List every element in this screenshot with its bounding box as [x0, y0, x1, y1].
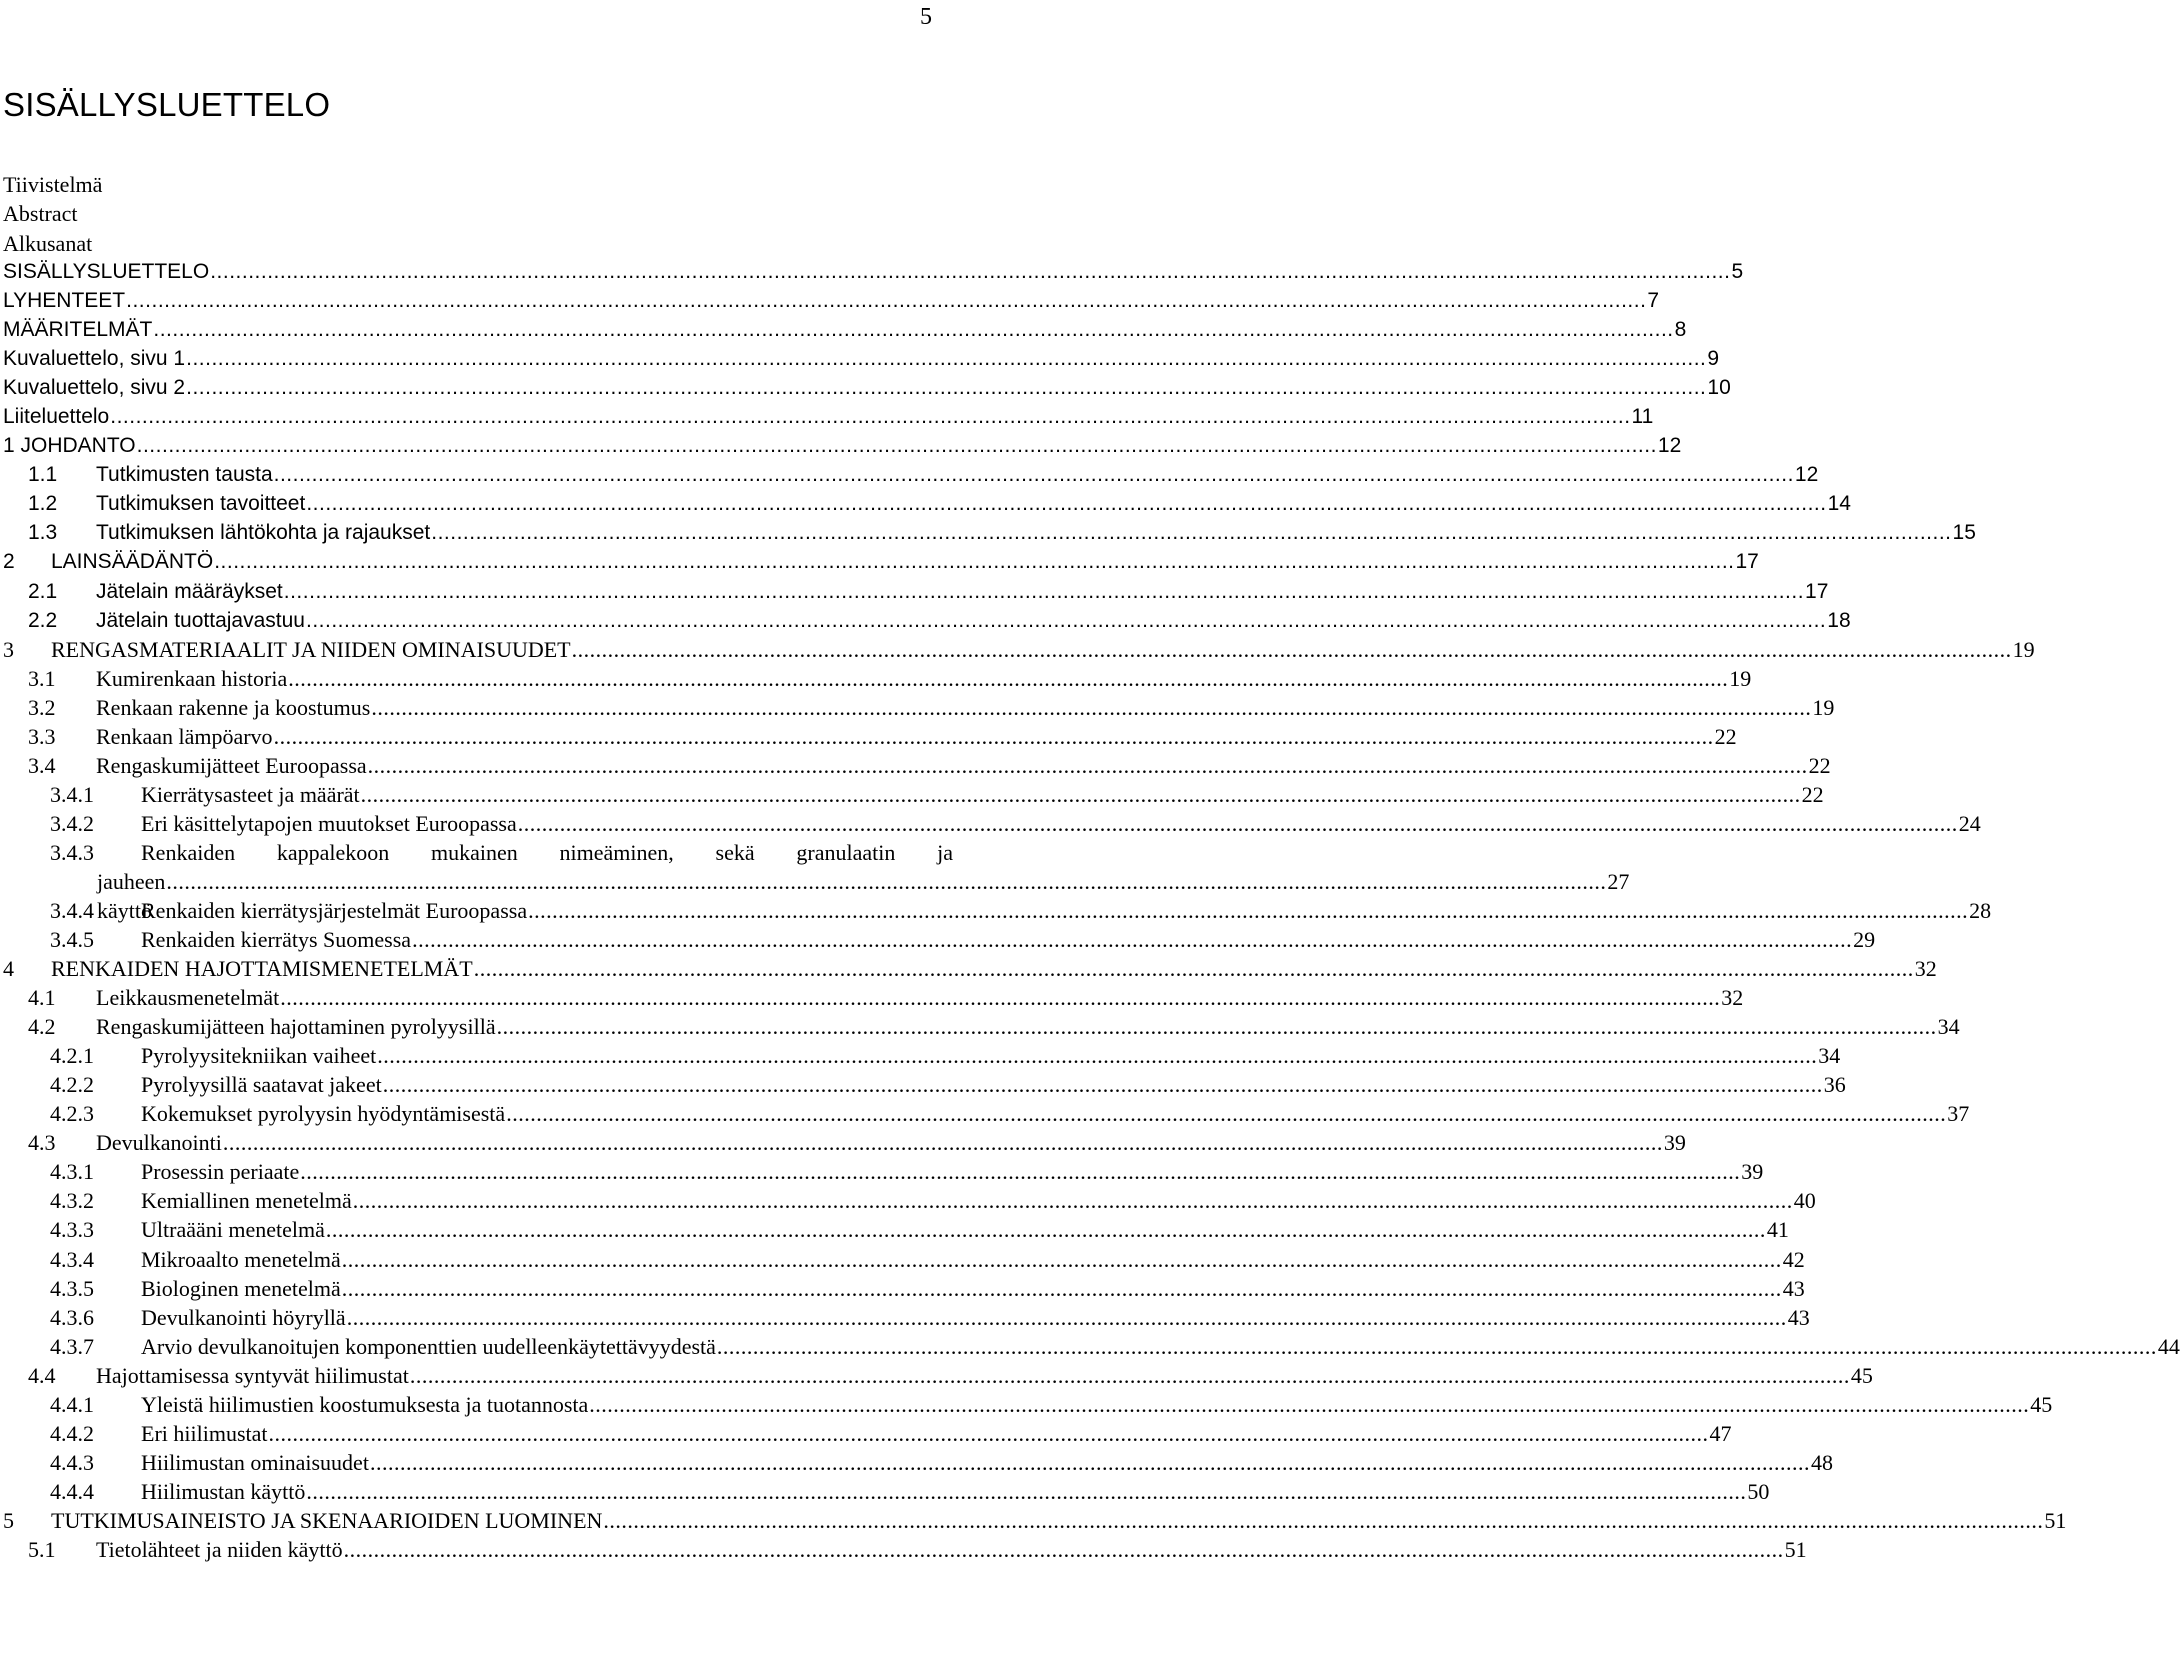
- toc-entry[interactable]: [3, 547, 1759, 576]
- toc-entry-number: 3.4.2: [50, 810, 94, 836]
- toc-entry-number: 4.4.1: [50, 1391, 94, 1417]
- toc-entry[interactable]: [3, 315, 1687, 344]
- toc-entry-title: Renkaiden kappalekoon mukainen nimeäminen, sekä granulaatin ja: [141, 839, 953, 865]
- toc-entry[interactable]: [3, 1157, 1764, 1186]
- toc-entry-page: 40: [1793, 1188, 1816, 1214]
- toc-entry-title: Yleistä hiilimustien koostumuksesta ja tuotannosta: [141, 1391, 589, 1417]
- toc-entry-number: 3: [3, 636, 14, 662]
- toc-dot-leader: [410, 1361, 1850, 1390]
- toc-entry-number: 4.2.1: [50, 1043, 94, 1069]
- toc-entry-page: 51: [2044, 1507, 2067, 1533]
- toc-entry-title: Kuvaluettelo, sivu 2: [3, 376, 186, 400]
- toc-entry-page: 10: [1707, 376, 1731, 400]
- page-number: 5: [920, 4, 932, 30]
- toc-entry-page: 9: [1707, 347, 1720, 371]
- toc-dot-leader: [347, 1303, 1787, 1332]
- toc-entry-page: 5: [1731, 260, 1744, 283]
- toc-entry-title: Kumirenkaan historia: [96, 665, 288, 691]
- toc-entry-number: 4.3.2: [50, 1188, 94, 1214]
- toc-entry[interactable]: [3, 1303, 1810, 1332]
- toc-entry-page: 15: [1952, 521, 1976, 545]
- toc-entry[interactable]: [3, 606, 1851, 635]
- toc-entry-title: RENKAIDEN HAJOTTAMISMENETELMÄT: [51, 956, 473, 982]
- toc-dot-leader: [223, 1128, 1663, 1157]
- toc-dot-leader: [274, 460, 1794, 489]
- toc-entry[interactable]: [3, 1477, 1770, 1506]
- toc-entry-number: 3.1: [28, 665, 56, 691]
- toc-dot-leader: [518, 809, 1958, 838]
- toc-entry[interactable]: [3, 1041, 1841, 1070]
- toc-dot-leader: [126, 286, 1646, 315]
- toc-dot-leader: [306, 606, 1826, 635]
- toc-entry[interactable]: [3, 402, 1654, 431]
- toc-dot-leader: [284, 577, 1804, 606]
- toc-dot-leader: [717, 1332, 2157, 1361]
- toc-entry-page: 42: [1782, 1246, 1805, 1272]
- toc-entry-number: 4.3: [28, 1130, 56, 1156]
- toc-entry-page: 22: [1801, 781, 1824, 807]
- toc-entry-title: Jätelain määräykset: [96, 579, 283, 603]
- toc-entry-number: 3.3: [28, 723, 56, 749]
- toc-entry-title: Hajottamisessa syntyvät hiilimustat: [96, 1362, 409, 1388]
- toc-entry-title: Pyrolyysillä saatavat jakeet: [141, 1072, 382, 1098]
- toc-entry-page: 45: [2030, 1391, 2053, 1417]
- front-matter-list: [3, 170, 102, 258]
- toc-entry-title: Tutkimuksen tavoitteet: [96, 492, 306, 516]
- table-of-contents: [3, 257, 2180, 1564]
- toc-entry-title: Devulkanointi höyryllä: [141, 1304, 346, 1330]
- toc-entry-title: Tutkimuksen lähtökohta ja rajaukset: [96, 521, 431, 545]
- toc-entry-title: Hiilimustan ominaisuudet: [141, 1449, 369, 1475]
- toc-entry-title: Renkaan lämpöarvo: [96, 723, 273, 749]
- toc-entry-title: RENGASMATERIAALIT JA NIIDEN OMINAISUUDET: [51, 636, 571, 662]
- toc-entry-title: Eri hiilimustat: [141, 1420, 268, 1446]
- toc-entry-number: 1.2: [28, 492, 58, 516]
- toc-dot-leader: [306, 489, 1826, 518]
- toc-entry[interactable]: [3, 577, 1829, 606]
- toc-entry-title: Renkaiden kierrätysjärjestelmät Euroopassa: [141, 897, 528, 923]
- toc-entry-page: 12: [1794, 463, 1819, 487]
- toc-entry-number: 4.1: [28, 985, 56, 1011]
- toc-entry-title: Prosessin periaate: [141, 1159, 300, 1185]
- toc-entry[interactable]: [3, 1070, 1846, 1099]
- toc-entry-page: 37: [1947, 1101, 1970, 1127]
- toc-entry-page: 11: [1631, 405, 1654, 429]
- toc-entry-page: 44: [2157, 1333, 2180, 1359]
- toc-entry-page: 17: [1735, 550, 1759, 574]
- toc-entry-number: 1.1: [28, 463, 58, 487]
- toc-entry-title: Eri käsittelytapojen muutokset Euroopassa: [141, 810, 517, 836]
- toc-entry-number: 5: [3, 1507, 14, 1533]
- toc-entry-title: 1 JOHDANTO: [3, 434, 136, 458]
- toc-entry[interactable]: [3, 925, 1876, 954]
- toc-entry-number: 4: [3, 956, 14, 982]
- toc-dot-leader: [370, 1448, 1810, 1477]
- toc-entry-number: 4.4: [28, 1362, 56, 1388]
- toc-dot-leader: [603, 1506, 2043, 1535]
- toc-dot-leader: [214, 547, 1734, 576]
- toc-dot-leader: [497, 1012, 1937, 1041]
- toc-entry-title: Kokemukset pyrolyysin hyödyntämisestä: [141, 1101, 506, 1127]
- toc-entry[interactable]: [3, 1419, 1732, 1448]
- toc-dot-leader: [288, 664, 1728, 693]
- toc-entry-number: 3.4.4: [50, 897, 94, 923]
- toc-dot-leader: [412, 925, 1852, 954]
- toc-entry-title: Renkaiden kierrätys Suomessa: [141, 926, 412, 952]
- toc-entry[interactable]: [3, 635, 2035, 664]
- toc-entry-page: 39: [1663, 1130, 1686, 1156]
- toc-entry[interactable]: [3, 1274, 1805, 1303]
- toc-entry-page: 22: [1714, 723, 1737, 749]
- toc-entry-page: 18: [1827, 608, 1851, 632]
- toc-entry-title: Kemiallinen menetelmä: [141, 1188, 352, 1214]
- toc-entry-page: 48: [1810, 1449, 1833, 1475]
- toc-entry-title: Arvio devulkanoitujen komponenttien uudelleenkäytettävyydestä: [141, 1333, 716, 1359]
- toc-entry-title: Tietolähteet ja niiden käyttö: [96, 1536, 343, 1562]
- toc-entry[interactable]: [3, 257, 1744, 286]
- toc-dot-leader: [383, 1070, 1823, 1099]
- toc-entry-title: Mikroaalto menetelmä: [141, 1246, 341, 1272]
- toc-entry[interactable]: [3, 722, 1737, 751]
- toc-entry-title: Devulkanointi: [96, 1130, 222, 1156]
- toc-entry[interactable]: [3, 1361, 1873, 1390]
- toc-entry-page: 27: [1607, 868, 1630, 894]
- toc-entry-page: 50: [1747, 1478, 1770, 1504]
- toc-entry-number: 4.3.6: [50, 1304, 94, 1330]
- toc-entry-page: 51: [1784, 1536, 1807, 1562]
- toc-entry[interactable]: [3, 460, 1819, 489]
- toc-entry-page: 12: [1657, 434, 1682, 458]
- toc-entry-number: 4.4.4: [50, 1478, 94, 1504]
- toc-entry[interactable]: [3, 1128, 1686, 1157]
- toc-entry[interactable]: [3, 896, 1992, 925]
- toc-dot-leader: [326, 1215, 1766, 1244]
- toc-entry-number: 2.1: [28, 579, 58, 603]
- toc-dot-leader: [186, 344, 1706, 373]
- toc-entry-page: 34: [1937, 1014, 1960, 1040]
- toc-entry[interactable]: [3, 1186, 1816, 1215]
- toc-entry[interactable]: [3, 431, 1682, 460]
- toc-entry-number: 4.3.1: [50, 1159, 94, 1185]
- toc-entry[interactable]: [3, 780, 1824, 809]
- toc-entry-page: 29: [1853, 926, 1876, 952]
- toc-dot-leader: [368, 751, 1808, 780]
- toc-entry[interactable]: [3, 518, 1976, 547]
- toc-entry[interactable]: [3, 1448, 1833, 1477]
- toc-entry-number: 5.1: [28, 1536, 56, 1562]
- toc-entry-title: Biologinen menetelmä: [141, 1275, 341, 1301]
- front-matter-item[interactable]: Alkusanat: [3, 230, 93, 256]
- toc-entry-page: 43: [1782, 1275, 1805, 1301]
- toc-entry[interactable]: [3, 1506, 2067, 1535]
- toc-entry-title: TUTKIMUSAINEISTO JA SKENAARIOIDEN LUOMINEN: [51, 1507, 603, 1533]
- toc-entry-title: Kuvaluettelo, sivu 1: [3, 347, 186, 371]
- toc-entry-title-continuation: jauheen käyttö: [97, 868, 166, 923]
- toc-entry-number: 3.4: [28, 752, 56, 778]
- toc-dot-leader: [110, 402, 1630, 431]
- toc-entry-title: LAINSÄÄDÄNTÖ: [51, 550, 214, 574]
- toc-entry-number: 4.4.3: [50, 1449, 94, 1475]
- front-matter-item[interactable]: Tiivistelmä: [3, 172, 103, 197]
- toc-entry-number: 4.3.5: [50, 1275, 94, 1301]
- toc-entry-page: 19: [2012, 636, 2035, 662]
- toc-entry-page: 19: [1729, 665, 1752, 691]
- toc-entry[interactable]: [3, 344, 1720, 373]
- toc-dot-leader: [186, 373, 1706, 402]
- toc-entry-page: 32: [1914, 956, 1937, 982]
- toc-entry-title: Kierrätysasteet ja määrät: [141, 781, 360, 807]
- toc-dot-leader: [353, 1186, 1793, 1215]
- toc-entry-number: 4.2.2: [50, 1072, 94, 1098]
- toc-entry[interactable]: [3, 1215, 1789, 1244]
- toc-entry-title: Rengaskumijätteet Euroopassa: [96, 752, 367, 778]
- front-matter-item[interactable]: Abstract: [3, 201, 78, 227]
- toc-entry-title: Ultraääni menetelmä: [141, 1217, 325, 1243]
- toc-entry[interactable]: [3, 1535, 1807, 1564]
- toc-entry-page: 41: [1766, 1217, 1789, 1243]
- toc-dot-leader: [300, 1157, 1740, 1186]
- toc-entry-title: MÄÄRITELMÄT: [3, 318, 153, 342]
- toc-entry-title: Tutkimusten tausta: [96, 463, 273, 487]
- toc-entry-page: 22: [1808, 752, 1831, 778]
- toc-dot-leader: [269, 1419, 1709, 1448]
- toc-entry-page: 39: [1741, 1159, 1764, 1185]
- toc-entry-title: Renkaan rakenne ja koostumus: [96, 694, 371, 720]
- toc-entry-title: Liiteluettelo: [3, 405, 110, 429]
- toc-dot-leader: [344, 1535, 1784, 1564]
- toc-dot-leader: [306, 1477, 1746, 1506]
- toc-entry[interactable]: [3, 1012, 1960, 1041]
- toc-entry-title: Hiilimustan käyttö: [141, 1478, 306, 1504]
- toc-dot-leader: [210, 257, 1730, 286]
- toc-entry-page: 34: [1818, 1043, 1841, 1069]
- toc-entry-title: Leikkausmenetelmät: [96, 985, 280, 1011]
- toc-entry[interactable]: [3, 286, 1660, 315]
- toc-entry-number: 3.4.1: [50, 781, 94, 807]
- toc-entry-number: 3.2: [28, 694, 56, 720]
- toc-entry-page: 32: [1721, 985, 1744, 1011]
- toc-dot-leader: [153, 315, 1673, 344]
- toc-entry-number: 4.2.3: [50, 1101, 94, 1127]
- toc-entry-number: 4.3.7: [50, 1333, 94, 1359]
- toc-dot-leader: [137, 431, 1657, 460]
- toc-entry-page: 47: [1709, 1420, 1732, 1446]
- toc-entry[interactable]: [3, 1245, 1805, 1274]
- toc-entry[interactable]: [3, 1332, 2180, 1361]
- toc-entry-number: 2: [3, 550, 15, 574]
- toc-entry[interactable]: [3, 373, 1731, 402]
- toc-dot-leader: [528, 896, 1968, 925]
- toc-entry[interactable]: [3, 954, 1937, 983]
- toc-entry-page: 19: [1812, 694, 1835, 720]
- toc-entry-page: 45: [1850, 1362, 1873, 1388]
- toc-entry-number: 3.4.3: [50, 839, 94, 865]
- toc-dot-leader: [431, 518, 1951, 547]
- toc-dot-leader: [274, 722, 1714, 751]
- toc-entry-number: 4.2: [28, 1014, 56, 1040]
- toc-dot-leader: [361, 780, 1801, 809]
- toc-entry[interactable]: [3, 809, 1981, 838]
- toc-entry-page: 7: [1647, 289, 1660, 313]
- toc-entry-page: 28: [1969, 897, 1992, 923]
- toc-entry-page: 36: [1823, 1072, 1846, 1098]
- toc-dot-leader: [280, 983, 1720, 1012]
- toc-entry-number: 3.4.5: [50, 926, 94, 952]
- page-title: SISÄLLYSLUETTELO: [3, 86, 331, 123]
- toc-dot-leader: [474, 954, 1914, 983]
- toc-entry-title: Rengaskumijätteen hajottaminen pyrolyysillä: [96, 1014, 496, 1040]
- toc-entry[interactable]: [3, 983, 1744, 1012]
- toc-entry-page: 14: [1827, 492, 1851, 516]
- toc-entry[interactable]: [3, 664, 1752, 693]
- toc-entry-page: 17: [1805, 579, 1829, 603]
- toc-entry-number: 4.3.4: [50, 1246, 94, 1272]
- toc-dot-leader: [572, 635, 2012, 664]
- toc-entry[interactable]: [3, 489, 1851, 518]
- toc-entry[interactable]: [3, 1390, 2053, 1419]
- toc-dot-leader: [377, 1041, 1817, 1070]
- toc-entry-number: 4.3.3: [50, 1217, 94, 1243]
- toc-dot-leader: [342, 1274, 1782, 1303]
- toc-entry[interactable]: [3, 751, 1831, 780]
- toc-entry-title: Pyrolyysitekniikan vaiheet: [141, 1043, 377, 1069]
- toc-entry-page: 8: [1674, 318, 1687, 342]
- toc-entry-number: 4.4.2: [50, 1420, 94, 1446]
- toc-entry[interactable]: [3, 1099, 1970, 1128]
- toc-entry-title: SISÄLLYSLUETTELO: [3, 260, 210, 283]
- toc-entry-number: 2.2: [28, 608, 58, 632]
- toc-entry-number: 1.3: [28, 521, 58, 545]
- toc-dot-leader: [371, 693, 1811, 722]
- toc-entry-page: 43: [1787, 1304, 1810, 1330]
- toc-entry[interactable]: [3, 693, 1835, 722]
- toc-dot-leader: [589, 1390, 2029, 1419]
- toc-entry-title: Jätelain tuottajavastuu: [96, 608, 305, 632]
- toc-dot-leader: [506, 1099, 1946, 1128]
- toc-entry-title: LYHENTEET: [3, 289, 126, 313]
- toc-dot-leader: [166, 867, 1606, 896]
- toc-entry-page: 24: [1958, 810, 1981, 836]
- toc-dot-leader: [342, 1245, 1782, 1274]
